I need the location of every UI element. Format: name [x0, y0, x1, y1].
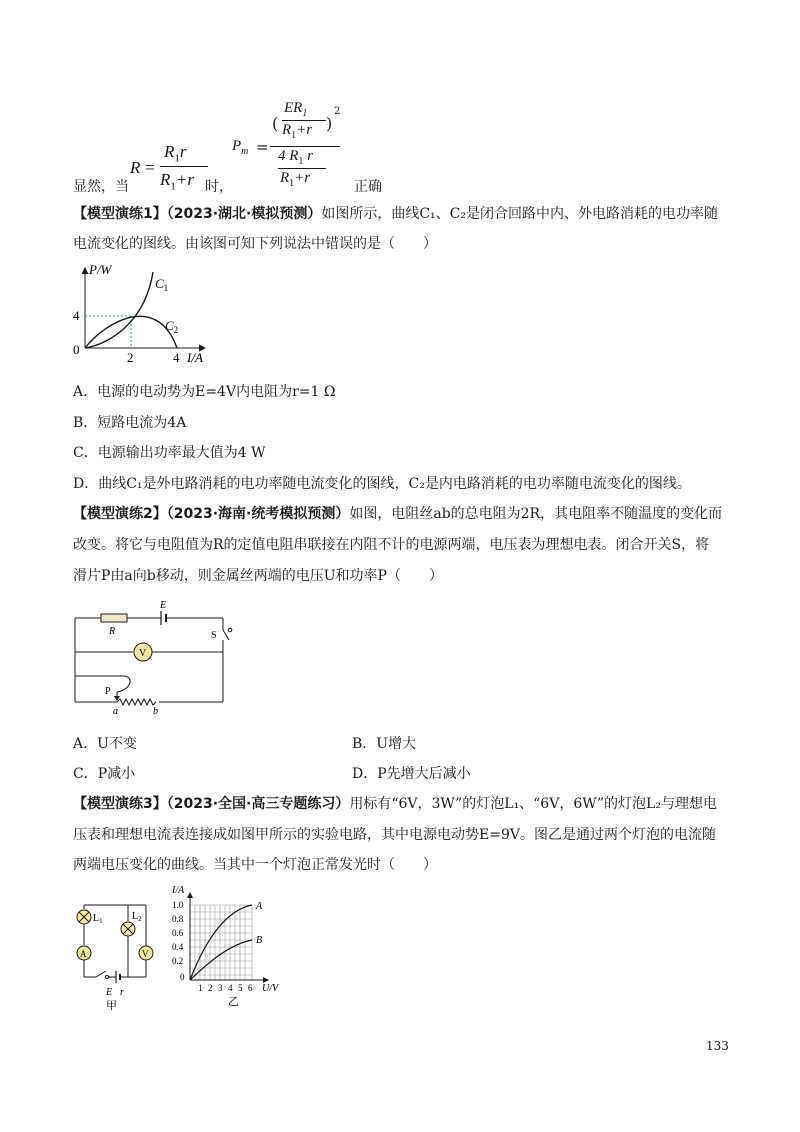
q3-yi-xtick-5: 5	[238, 983, 243, 993]
q3-yi-xtick-6: 6	[248, 983, 253, 993]
q3-jia-a: A	[80, 949, 87, 959]
q3-figure-jia	[70, 893, 165, 1011]
q2-option-d[interactable]: D．P先增大后减小	[352, 766, 471, 782]
q3-yi-curve-b	[190, 940, 252, 980]
q3-yi-xtick-4: 4	[228, 983, 233, 993]
pm-exponent: 2	[334, 106, 341, 117]
pm-den-top: 4 $R_1$ r	[278, 148, 314, 167]
q3-stem-line3: 两端电压变化的曲线。当其中一个灯泡正常发光时（ ）	[73, 857, 437, 873]
q2-label-v: V	[139, 648, 147, 659]
pm-formula	[232, 100, 342, 196]
q1-ytick-4: 4	[73, 308, 80, 323]
q1-c2-label: $C_2$	[165, 318, 179, 335]
q1-stem-line1	[73, 203, 718, 225]
r-formula	[130, 140, 210, 196]
q2-label-p: P	[105, 686, 111, 697]
q2-option-b[interactable]: B．U增大	[352, 736, 417, 752]
pm-lhs: $P_m$	[232, 138, 249, 157]
q2-option-a[interactable]: A．U不变	[73, 736, 137, 752]
q1-origin: 0	[73, 342, 80, 357]
q2-tag: 【模型演练2】（2023·海南·统考模拟预测）	[73, 506, 350, 522]
formula-prefix: 显然，当	[73, 179, 129, 195]
q3-stem-text1: 用标有“6V，3W”的灯泡L₁、“6V，6W”的灯泡L₂与理想电	[349, 796, 717, 812]
q2-option-c[interactable]: C．P减小	[73, 766, 136, 782]
r-denominator: $R_1+r$	[160, 170, 194, 193]
q2-label-b: b	[153, 706, 158, 717]
pm-close-paren: )	[326, 114, 333, 133]
q3-switch	[96, 971, 106, 977]
q3-yi-curve-b-label: B	[256, 935, 263, 946]
q2-switch	[223, 630, 229, 640]
q3-yi-ylabel: I/A	[172, 885, 185, 896]
q1-option-b[interactable]: B．短路电流为4A	[73, 415, 187, 431]
r-lhs: R	[130, 158, 141, 177]
q3-jia-v: V	[142, 949, 149, 959]
q2-label-r: R	[109, 626, 116, 637]
formula-correct: 正确	[354, 179, 382, 195]
q3-yi-ytick-6: 0	[180, 972, 185, 982]
q1-xtick-4: 4	[173, 350, 180, 365]
q2-stem-line1	[73, 503, 722, 525]
q3-jia-caption: 甲	[106, 1000, 117, 1011]
q2-stem-line3: 滑片P由a向b移动，则金属丝两端的电压U和功率P（ ）	[73, 568, 443, 584]
pm-den-bot: $R_1+r$	[280, 170, 311, 189]
pm-open-paren: (	[272, 114, 279, 133]
q1-option-d[interactable]: D．曲线C₁是外电路消耗的电功率随电流变化的图线，C₂是内电路消耗的电功率随电流变化的图线。	[73, 476, 691, 492]
q3-stem-line2: 压表和理想电流表连接成如图甲所示的实验电路，其中电源电动势E=9V。图乙是通过两个灯泡的电流随	[73, 827, 716, 843]
q3-figure-yi	[168, 883, 298, 1013]
q3-stem-line1	[73, 793, 717, 815]
q2-label-a: a	[113, 706, 118, 717]
q1-c1-label: $C_1$	[155, 276, 169, 293]
q1-xlabel: I/A	[187, 350, 203, 365]
q3-yi-ytick-5: 0.2	[172, 956, 184, 966]
q1-tag: 【模型演练1】（2023·湖北·模拟预测）	[73, 206, 322, 222]
q3-yi-ytick-3: 0.6	[172, 928, 184, 938]
q3-yi-caption: 乙	[228, 996, 239, 1008]
q3-jia-e: E	[106, 987, 113, 998]
formula-when: 时，	[205, 179, 233, 195]
q1-power-chart	[65, 262, 225, 367]
q3-yi-curve-a-label: A	[256, 901, 263, 912]
q1-ylabel: P/W	[89, 262, 112, 277]
pm-er: $ER_1$	[284, 100, 308, 119]
q3-yi-ytick-4: 0.4	[172, 942, 184, 952]
q2-resistance-wire	[117, 699, 156, 705]
q1-option-a[interactable]: A．电源的电动势为E=4V内电阻为r=1 Ω	[73, 384, 336, 400]
q2-label-e: E	[160, 600, 167, 611]
q3-jia-l1: $L_1$	[93, 913, 103, 925]
q3-yi-xtick-1: 1	[198, 983, 203, 993]
q3-jia-r: r	[120, 987, 124, 998]
q2-stem-text1: 如图，电阻丝ab的总电阻为2R，其电阻率不随温度的变化而	[349, 506, 723, 522]
q3-yi-xtick-3: 3	[218, 983, 223, 993]
page-number: 133	[706, 1039, 729, 1053]
r-numerator: $R_1r$	[164, 142, 187, 165]
q2-resistor-r	[101, 614, 127, 622]
pm-inner-den: $R_1+r$	[282, 122, 313, 141]
q1-stem-text1: 如图所示，曲线C₁、C₂是闭合回路中内、外电路消耗的电功率随	[321, 206, 718, 222]
q2-slider-wire	[117, 676, 130, 692]
pm-eq: =	[256, 138, 269, 156]
q2-stem-line2: 改变。将它与电阻值为R的定值电阻串联接在内阻不计的电源两端，电压表为理想电表。闭合开关S，将	[73, 537, 710, 553]
q3-jia-l2: $L_2$	[132, 911, 142, 923]
q3-yi-ytick-1: 1.0	[172, 900, 184, 910]
q2-label-s: S	[211, 630, 217, 641]
q1-xtick-2: 2	[127, 350, 134, 365]
q1-stem-line2: 电流变化的图线。由该图可知下列说法中错误的是（ ）	[73, 236, 437, 252]
r-eq: =	[145, 158, 155, 177]
q2-circuit	[65, 598, 240, 718]
q1-option-c[interactable]: C．电源输出功率最大值为4 W	[73, 445, 266, 461]
q3-yi-xtick-2: 2	[208, 983, 213, 993]
q3-tag: 【模型演练3】（2023·全国·高三专题练习）	[73, 796, 350, 812]
q3-yi-xlabel: U/V	[262, 983, 279, 994]
q3-yi-ytick-2: 0.8	[172, 914, 184, 924]
